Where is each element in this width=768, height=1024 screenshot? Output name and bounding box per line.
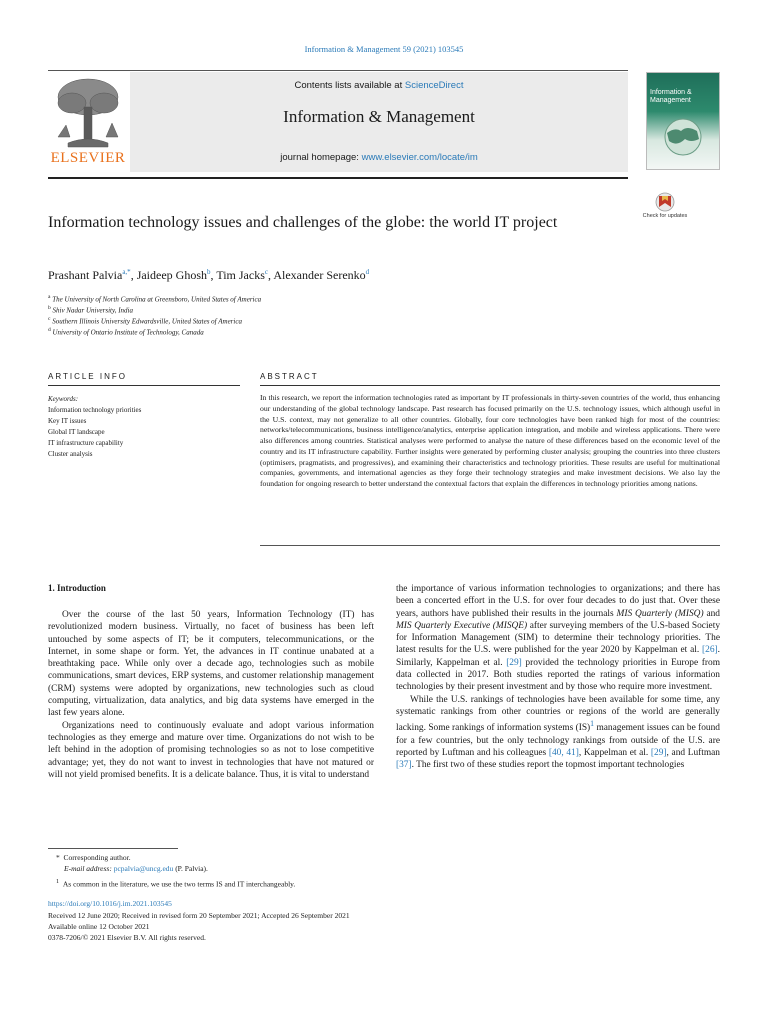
- email-suffix: (P. Palvia).: [173, 864, 208, 873]
- contents-prefix: Contents lists available at: [294, 80, 405, 91]
- affiliation: [48, 327, 204, 336]
- citation-link[interactable]: [29]: [650, 747, 667, 758]
- keyword: Information technology priorities: [48, 406, 142, 414]
- header-bottom-rule: [48, 177, 628, 179]
- intro-paragraph: Over the course of the last 50 years, Information Technology (IT) has revolutionized modern business. Virtually, no facet of business has been left untouched by some aspects of IT; be it computers, telecommunications, or the Internet, in some shape or form. Yet, the advances in IT continue unabated at a breathtaking pace. While only over a decade ago, technologies such as mobile communications, smart devices, ERP systems, and customer relationship management (CRM) systems were adopted by organizations, new technologies such as cloud computing, virtualization, data analytics, and big data systems have emerged in the last few years alone.: [48, 610, 374, 719]
- intro-paragraph: Organizations need to continuously evaluate and adopt various information technologies as they emerge and mature over time. Organizations do not wish to be left behind in the adoption of promising technologies so as not to lose competitive advantage; yet, they do not want to invest in technologies that have not matured or will not yield promised benefits. It is a delicate balance. Thus, it is vital to understand: [48, 720, 374, 780]
- author-list: [48, 268, 369, 283]
- affiliation-mark: d: [48, 327, 51, 333]
- copyright-line: 0378-7206/© 2021 Elsevier B.V. All rights reserved.: [48, 933, 206, 942]
- text-run: and: [703, 608, 720, 619]
- cover-title: Information & Management: [650, 89, 692, 104]
- footnote-mark: 1: [56, 878, 60, 885]
- footnote-corresponding: [56, 852, 131, 863]
- text-run: . The first two of these studies report the topmost important technologies: [411, 760, 685, 771]
- footnote-email: [64, 863, 208, 874]
- homepage-link[interactable]: www.elsevier.com/locate/im: [361, 152, 478, 163]
- journal-name-misq: MIS Quarterly (MISQ): [616, 608, 704, 619]
- author-affiliation-mark[interactable]: c: [264, 268, 268, 276]
- text-run: , Kappelman et al.: [578, 747, 651, 758]
- text-run: provided the technology priorities in Europe from data collected in 2017. Both studies reported the ratings of various information technologies by their present investment and by those who require more investment.: [396, 657, 720, 693]
- citation-link[interactable]: [37]: [396, 760, 412, 771]
- text-run: , and Luftman: [666, 747, 720, 758]
- keyword: Cluster analysis: [48, 450, 93, 458]
- abstract-bottom-rule: [260, 545, 720, 546]
- article-info-heading: ARTICLE INFO: [48, 372, 127, 381]
- journal-name: Information & Management: [283, 107, 475, 126]
- text-run: While the U.S. rankings of technologies have been available for some time, any systematic rankings from other countries or regions of the world are generally lacking. Some rankings of information systems (IS): [396, 694, 720, 734]
- author-name[interactable]: Tim Jacks: [216, 268, 265, 282]
- keywords-label: Keywords:: [48, 395, 79, 403]
- abstract-body: In this research, we report the information technologies rated as important by IT professionals in thirty-seven countries of the world, thus enhancing our understanding of the global technology landscape. Past research has focused primarily on the U.S. technology issues, which although useful in the U.S. context, may not generalize to all other countries. Globally, four core technologies have been ranked high for most of the countries: networks/telecommunications, business intelligence/analytics, enterprise application integration, and mobile and wireless applications. There were also differences among countries. Statistical analyses were performed to analyse the nature of these differences based on the economic level of the country and its IT infrastructure capability. Further insights were generated by performing cluster analysis; grouping the countries into three clusters (optimisers, pragmatists, and progressives), and examining their characteristics and technology priorities. These results are useful for multinational companies, governments, and international agencies as they forge their technology strategies and make investment decisions. We also lay the foundation for ongoing research to better understand the contextual factors that explain the differences in technology priorities among nations.: [260, 393, 720, 488]
- citation-link[interactable]: [26]: [702, 645, 718, 656]
- paper-title: Information technology issues and challenges of the globe: the world IT project: [48, 214, 558, 231]
- left-column: [48, 609, 374, 781]
- affiliation-text: University of Ontario Institute of Technology, Canada: [52, 328, 204, 337]
- homepage-line: [130, 152, 628, 163]
- online-date: Available online 12 October 2021: [48, 922, 150, 931]
- article-info-rule: [48, 385, 240, 386]
- received-dates: Received 12 June 2020; Received in revised form 20 September 2021; Accepted 26 September 2021: [48, 911, 350, 920]
- footnote-1: [56, 876, 295, 890]
- keyword: Global IT landscape: [48, 428, 105, 436]
- journal-name-misqe: MIS Quarterly Executive (MISQE): [396, 620, 528, 631]
- author-separator: ,: [268, 268, 274, 282]
- email-label: E-mail address:: [64, 864, 114, 873]
- affiliation: [48, 294, 261, 303]
- author-affiliation-mark[interactable]: d: [365, 268, 370, 276]
- contents-line: [130, 80, 628, 91]
- email-link[interactable]: pcpalvia@uncg.edu: [113, 864, 174, 873]
- journal-citation[interactable]: Information & Management 59 (2021) 103545: [304, 44, 464, 54]
- abstract-rule: [260, 385, 720, 386]
- keyword: Key IT issues: [48, 417, 87, 425]
- footnote-link[interactable]: 1: [590, 719, 595, 729]
- asterisk-mark: *: [56, 853, 60, 862]
- corresponding-text: Corresponding author.: [63, 853, 131, 862]
- intro-paragraph: [396, 583, 720, 694]
- affiliation-mark: b: [48, 305, 51, 311]
- author-affiliation-mark[interactable]: b: [207, 268, 211, 276]
- affiliation-mark: a: [48, 294, 51, 300]
- intro-paragraph: [396, 694, 720, 772]
- text-run: . Similarly, Kappelman et al.: [396, 645, 720, 668]
- affiliation-text: Shiv Nadar University, India: [52, 306, 133, 315]
- citation-link[interactable]: [29]: [506, 657, 522, 668]
- citation-link[interactable]: [40, 41]: [548, 747, 579, 758]
- author-name[interactable]: Prashant Palvia: [48, 268, 123, 282]
- right-column: [396, 583, 720, 772]
- check-for-updates-label[interactable]: Check for updates: [642, 213, 688, 219]
- doi-link[interactable]: https://doi.org/10.1016/j.im.2021.103545: [48, 899, 172, 908]
- keyword: IT infrastructure capability: [48, 439, 124, 447]
- footnote-1-text: As common in the literature, we use the two terms IS and IT interchangeably.: [62, 879, 296, 889]
- section-heading-introduction: 1. Introduction: [48, 583, 106, 593]
- author-separator: ,: [130, 268, 137, 282]
- text-run: management issues can be found for a few countries, but the only technology rankings from outside of the U.S. are reported by Luftman and his colleagues: [396, 723, 720, 758]
- abstract-heading: ABSTRACT: [260, 372, 319, 381]
- sciencedirect-link[interactable]: ScienceDirect: [404, 80, 464, 91]
- author-affiliation-mark[interactable]: a,*: [122, 268, 131, 276]
- author-separator: ,: [210, 268, 217, 282]
- elsevier-wordmark: ELSEVIER: [50, 150, 126, 166]
- text-run: the importance of various information technologies to organizations; and there has been a concerted effort in the U.S. for over four decades to do just that. Over these years, authors have published their results in the journals: [396, 584, 720, 619]
- journal-cover-image[interactable]: [646, 72, 720, 170]
- footnote-rule: [48, 848, 178, 849]
- text-run: after surveying members of the U.S-based Society for Information Management (SIM) to determine their technology priorities. The latest results for the U.S. were published for the year 2020 by Kappelman et al.: [396, 620, 721, 656]
- affiliation-text: The University of North Carolina at Greensboro, United States of America: [52, 295, 262, 304]
- globe-icon: [657, 117, 709, 157]
- check-for-updates-icon[interactable]: [648, 192, 682, 228]
- homepage-prefix: journal homepage:: [280, 152, 362, 163]
- affiliation-mark: c: [48, 316, 51, 322]
- author-name[interactable]: Alexander Serenko: [273, 268, 366, 282]
- affiliation-text: Southern Illinois University Edwardsville, United States of America: [52, 317, 242, 326]
- header-top-rule: [48, 70, 628, 71]
- affiliation: [48, 305, 133, 314]
- author-name[interactable]: Jaideep Ghosh: [136, 268, 208, 282]
- affiliation: [48, 316, 242, 325]
